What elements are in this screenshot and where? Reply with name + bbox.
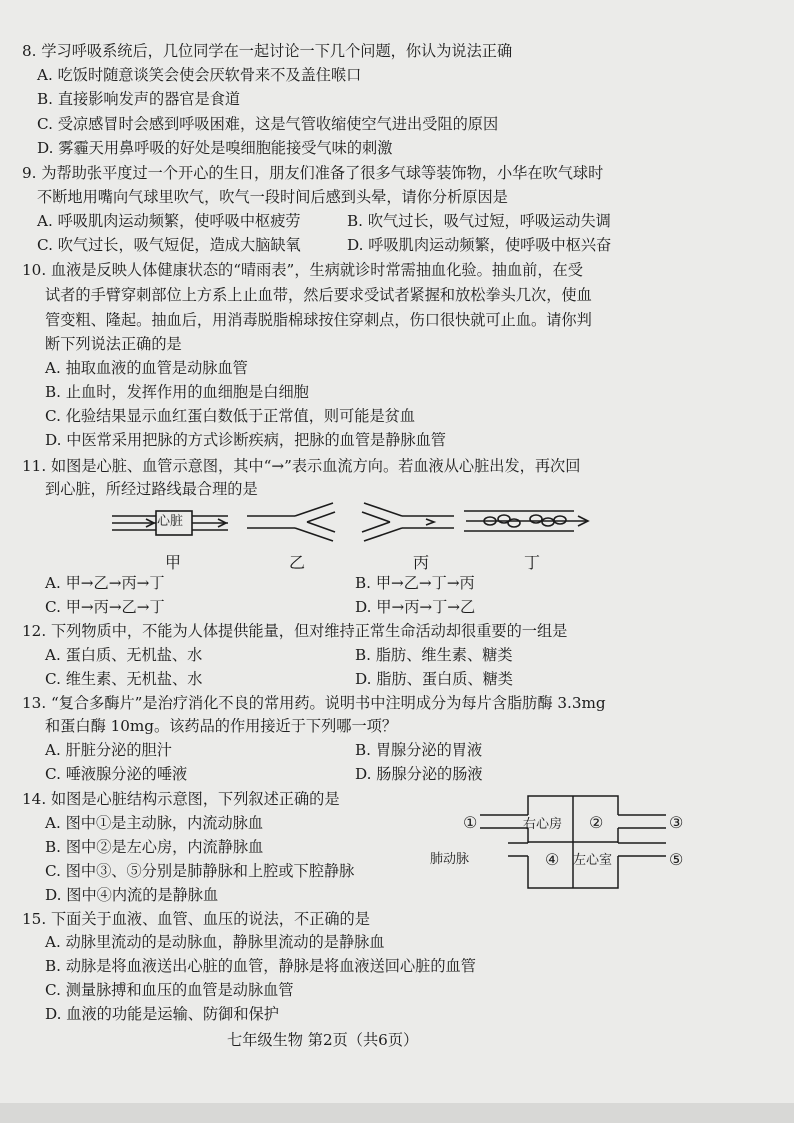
q11-stem-line1: 11. 如图是心脏、血管示意图，其中“→”表示血流方向。若血液从心脏出发，再次回	[22, 457, 581, 475]
q10-stem-line4: 断下列说法正确的是	[45, 335, 182, 353]
q11-figure-yi	[245, 500, 343, 544]
q8-option-d: D. 雾霾天用鼻呼吸的好处是嗅细胞能接受气味的刺激	[37, 139, 393, 157]
q11-option-a: A. 甲→乙→丙→丁	[45, 574, 165, 592]
q11-figure-ding	[462, 508, 592, 534]
q14-label-5: ⑤	[669, 850, 684, 869]
q10-option-a: A. 抽取血液的血管是动脉血管	[45, 359, 248, 377]
q11-label-bing: 丙	[413, 553, 430, 572]
q14-label-3: ③	[669, 813, 684, 832]
q10-stem-line1: 10. 血液是反映人体健康状态的“晴雨表”，生病就诊时常需抽血化验。抽血前，在受	[22, 261, 583, 279]
q13-option-a: A. 肝脏分泌的胆汁	[45, 741, 172, 759]
q14-label-2: ②	[589, 813, 604, 832]
q9-option-d: D. 呼吸肌肉运动频繁，使呼吸中枢兴奋	[347, 236, 612, 254]
q14-option-b: B. 图中②是左心房，内流静脉血	[45, 838, 264, 856]
q11-option-d: D. 甲→丙→丁→乙	[355, 598, 476, 616]
q8-stem: 8. 学习呼吸系统后，几位同学在一起讨论一下几个问题，你认为说法正确	[22, 42, 513, 60]
q14-label-1: ①	[463, 813, 478, 832]
q12-option-a: A. 蛋白质、无机盐、水	[45, 646, 203, 664]
q15-option-b: B. 动脉是将血液送出心脏的血管，静脉是将血液送回心脏的血管	[45, 957, 476, 975]
q13-option-b: B. 胃腺分泌的胃液	[355, 741, 483, 759]
q15-option-a: A. 动脉里流动的是动脉血，静脉里流动的是静脉血	[45, 933, 385, 951]
q12-option-d: D. 脂肪、蛋白质、糖类	[355, 670, 513, 688]
q11-heart-label: 心脏	[157, 514, 184, 529]
q13-option-c: C. 唾液腺分泌的唾液	[45, 765, 188, 783]
q9-option-c: C. 吹气过长，吸气短促，造成大脑缺氧	[37, 236, 301, 254]
q14-option-c: C. 图中③、⑤分别是肺静脉和上腔或下腔静脉	[45, 862, 355, 880]
page-footer: 七年级生物 第2页（共6页）	[227, 1031, 419, 1049]
q14-heart-diagram	[478, 793, 668, 893]
q12-option-b: B. 脂肪、维生素、糖类	[355, 646, 513, 664]
q11-figure-bing	[360, 500, 456, 544]
q15-option-d: D. 血液的功能是运输、防御和保护	[45, 1005, 279, 1023]
q10-stem-line2: 试者的手臂穿刺部位上方系上止血带，然后要求受试者紧握和放松拳头几次，使血	[45, 286, 592, 304]
q14-label-left-ventricle: 左心室	[573, 853, 613, 868]
q14-label-right-atrium: 右心房	[523, 817, 563, 832]
q10-option-b: B. 止血时，发挥作用的血细胞是白细胞	[45, 383, 309, 401]
scan-bottom-edge	[0, 1103, 794, 1123]
q10-option-d: D. 中医常采用把脉的方式诊断疾病，把脉的血管是静脉血管	[45, 431, 446, 449]
q8-option-a: A. 吃饭时随意谈笑会使会厌软骨来不及盖住喉口	[37, 66, 362, 84]
q12-option-c: C. 维生素、无机盐、水	[45, 670, 203, 688]
q11-stem-line2: 到心脏，所经过路线最合理的是	[45, 480, 258, 498]
q9-stem-line2: 不断地用嘴向气球里吹气，吹气一段时间后感到头晕，请你分析原因是	[37, 188, 508, 206]
q14-stem: 14. 如图是心脏结构示意图，下列叙述正确的是	[22, 790, 340, 808]
q15-stem: 15. 下面关于血液、血管、血压的说法，不正确的是	[22, 910, 370, 928]
q13-stem-line1: 13. “复合多酶片”是治疗消化不良的常用药。说明书中注明成分为每片含脂肪酶 3.3mg	[22, 694, 606, 712]
q15-option-c: C. 测量脉搏和血压的血管是动脉血管	[45, 981, 294, 999]
q9-option-b: B. 吹气过长，吸气过短，呼吸运动失调	[347, 212, 611, 230]
q10-stem-line3: 管变粗、隆起。抽血后，用消毒脱脂棉球按住穿刺点，伤口很快就可止血。请你判	[45, 311, 592, 329]
q11-label-yi: 乙	[289, 553, 306, 572]
q12-stem: 12. 下列物质中，不能为人体提供能量，但对维持正常生命活动却很重要的一组是	[22, 622, 568, 640]
q14-label-pulmonary-artery: 肺动脉	[430, 852, 470, 867]
q11-option-b: B. 甲→乙→丁→丙	[355, 574, 475, 592]
q14-option-a: A. 图中①是主动脉，内流动脉血	[45, 814, 264, 832]
q11-label-ding: 丁	[524, 553, 541, 572]
q13-stem-line2: 和蛋白酶 10mg。该药品的作用接近于下列哪一项？	[45, 717, 398, 735]
q9-option-a: A. 呼吸肌肉运动频繁，使呼吸中枢疲劳	[37, 212, 301, 230]
q8-option-c: C. 受凉感冒时会感到呼吸困难，这是气管收缩使空气进出受阻的原因	[37, 115, 499, 133]
q10-option-c: C. 化验结果显示血红蛋白数低于正常值，则可能是贫血	[45, 407, 416, 425]
q14-option-d: D. 图中④内流的是静脉血	[45, 886, 219, 904]
q11-option-c: C. 甲→丙→乙→丁	[45, 598, 165, 616]
q13-option-d: D. 肠腺分泌的肠液	[355, 765, 483, 783]
q8-option-b: B. 直接影响发声的器官是食道	[37, 90, 241, 108]
q11-label-jia: 甲	[165, 553, 182, 572]
q9-stem-line1: 9. 为帮助张平度过一个开心的生日，朋友们准备了很多气球等装饰物，小华在吹气球时	[22, 164, 604, 182]
q14-label-4: ④	[545, 850, 560, 869]
